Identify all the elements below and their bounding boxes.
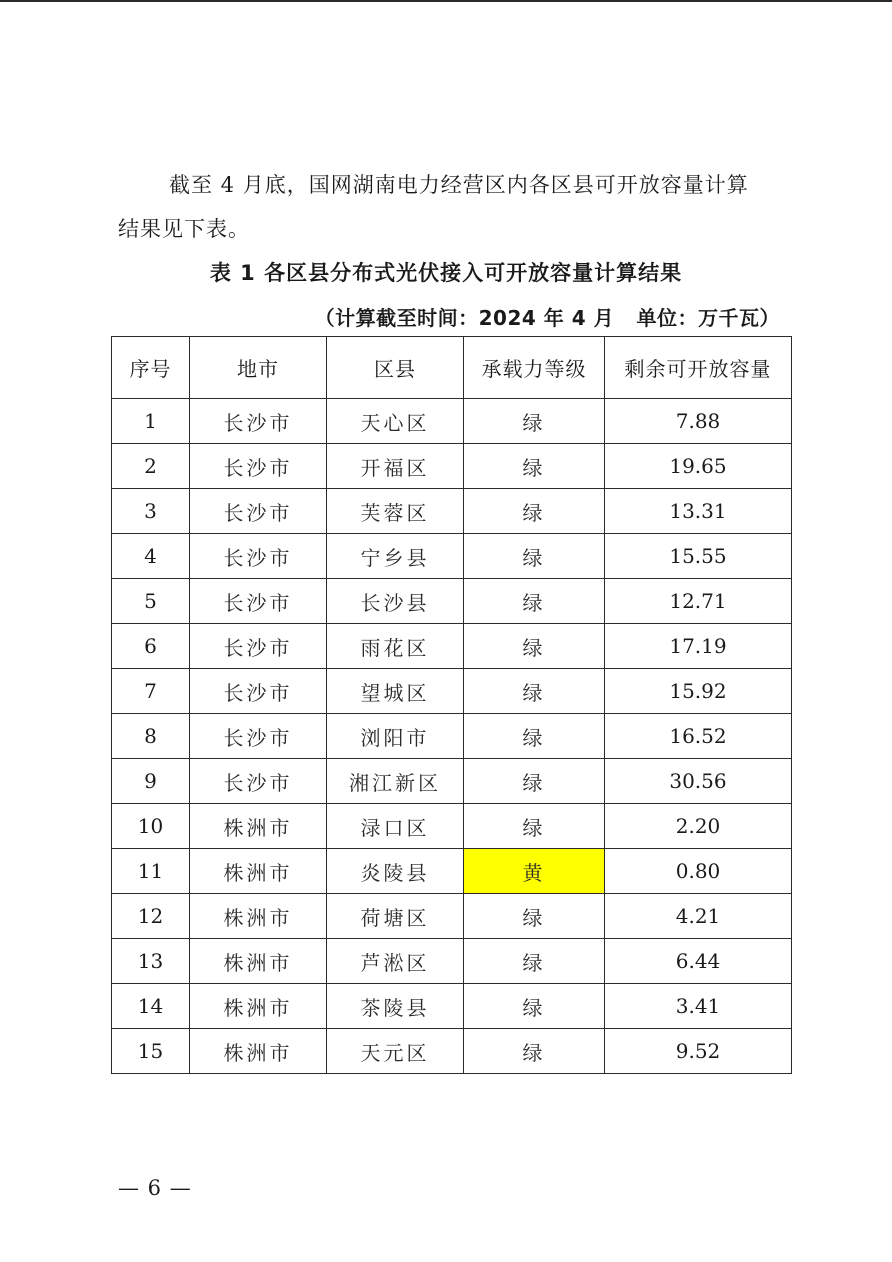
cell-county: 浏阳市 bbox=[327, 714, 464, 759]
cell-city: 长沙市 bbox=[190, 534, 327, 579]
cell-level: 绿 bbox=[464, 939, 605, 984]
cell-city: 株洲市 bbox=[190, 1029, 327, 1074]
cell-capacity: 12.71 bbox=[605, 579, 792, 624]
cell-county: 宁乡县 bbox=[327, 534, 464, 579]
cell-capacity: 15.92 bbox=[605, 669, 792, 714]
cell-index: 5 bbox=[112, 579, 190, 624]
cell-city: 株洲市 bbox=[190, 939, 327, 984]
table-row bbox=[112, 444, 792, 489]
top-border-line bbox=[0, 0, 892, 2]
cell-capacity: 16.52 bbox=[605, 714, 792, 759]
capacity-table bbox=[111, 336, 792, 1074]
cell-city: 株洲市 bbox=[190, 894, 327, 939]
intro-line-1: 截至 4 月底，国网湖南电力经营区内各区县可开放容量计算 bbox=[169, 173, 749, 197]
cell-index: 12 bbox=[112, 894, 190, 939]
cell-index: 11 bbox=[112, 849, 190, 894]
cell-county: 长沙县 bbox=[327, 579, 464, 624]
table-header-row bbox=[112, 337, 792, 399]
cell-level: 绿 bbox=[464, 444, 605, 489]
cell-index: 13 bbox=[112, 939, 190, 984]
cell-county: 茶陵县 bbox=[327, 984, 464, 1029]
cell-level: 绿 bbox=[464, 1029, 605, 1074]
cell-level-highlighted: 黄 bbox=[464, 849, 605, 894]
cell-index: 7 bbox=[112, 669, 190, 714]
cell-capacity: 6.44 bbox=[605, 939, 792, 984]
cell-city: 长沙市 bbox=[190, 399, 327, 444]
table-row bbox=[112, 714, 792, 759]
cell-capacity: 7.88 bbox=[605, 399, 792, 444]
cell-capacity: 13.31 bbox=[605, 489, 792, 534]
cell-capacity: 30.56 bbox=[605, 759, 792, 804]
cell-county: 天元区 bbox=[327, 1029, 464, 1074]
cell-index: 6 bbox=[112, 624, 190, 669]
header-capacity: 剩余可开放容量 bbox=[605, 337, 792, 399]
cell-level: 绿 bbox=[464, 624, 605, 669]
cell-level: 绿 bbox=[464, 894, 605, 939]
table-row bbox=[112, 399, 792, 444]
cell-index: 14 bbox=[112, 984, 190, 1029]
intro-line-2: 结果见下表。 bbox=[118, 217, 250, 241]
cell-capacity: 4.21 bbox=[605, 894, 792, 939]
cell-county: 望城区 bbox=[327, 669, 464, 714]
table-row bbox=[112, 939, 792, 984]
cell-county: 雨花区 bbox=[327, 624, 464, 669]
cell-county: 荷塘区 bbox=[327, 894, 464, 939]
cell-level: 绿 bbox=[464, 669, 605, 714]
cell-level: 绿 bbox=[464, 984, 605, 1029]
cell-county: 天心区 bbox=[327, 399, 464, 444]
cell-city: 长沙市 bbox=[190, 669, 327, 714]
cell-county: 炎陵县 bbox=[327, 849, 464, 894]
table-row bbox=[112, 804, 792, 849]
cell-city: 株洲市 bbox=[190, 984, 327, 1029]
header-county: 区县 bbox=[327, 337, 464, 399]
table-row bbox=[112, 489, 792, 534]
cell-city: 株洲市 bbox=[190, 804, 327, 849]
cell-city: 长沙市 bbox=[190, 714, 327, 759]
cell-capacity: 0.80 bbox=[605, 849, 792, 894]
header-city: 地市 bbox=[190, 337, 327, 399]
table-row bbox=[112, 624, 792, 669]
table-row bbox=[112, 849, 792, 894]
cell-level: 绿 bbox=[464, 489, 605, 534]
cell-capacity: 3.41 bbox=[605, 984, 792, 1029]
cell-county: 渌口区 bbox=[327, 804, 464, 849]
cell-capacity: 19.65 bbox=[605, 444, 792, 489]
table-row bbox=[112, 1029, 792, 1074]
cell-city: 长沙市 bbox=[190, 579, 327, 624]
cell-index: 3 bbox=[112, 489, 190, 534]
cell-index: 2 bbox=[112, 444, 190, 489]
table-row bbox=[112, 669, 792, 714]
table-row bbox=[112, 534, 792, 579]
page-number: — 6 — bbox=[118, 1176, 192, 1200]
cell-level: 绿 bbox=[464, 714, 605, 759]
cell-county: 开福区 bbox=[327, 444, 464, 489]
header-index: 序号 bbox=[112, 337, 190, 399]
cell-index: 10 bbox=[112, 804, 190, 849]
cell-level: 绿 bbox=[464, 579, 605, 624]
cell-city: 长沙市 bbox=[190, 759, 327, 804]
cell-city: 长沙市 bbox=[190, 624, 327, 669]
table-row bbox=[112, 984, 792, 1029]
cell-index: 1 bbox=[112, 399, 190, 444]
cell-city: 长沙市 bbox=[190, 444, 327, 489]
cell-level: 绿 bbox=[464, 534, 605, 579]
cell-level: 绿 bbox=[464, 399, 605, 444]
cell-level: 绿 bbox=[464, 804, 605, 849]
cell-capacity: 2.20 bbox=[605, 804, 792, 849]
header-level: 承载力等级 bbox=[464, 337, 605, 399]
cell-county: 湘江新区 bbox=[327, 759, 464, 804]
cell-level: 绿 bbox=[464, 759, 605, 804]
table-title: 表 1 各区县分布式光伏接入可开放容量计算结果 bbox=[209, 261, 683, 285]
table-subtitle: （计算截至时间：2024 年 4 月 单位：万千瓦） bbox=[314, 306, 780, 330]
cell-county: 芦淞区 bbox=[327, 939, 464, 984]
table-row bbox=[112, 579, 792, 624]
cell-index: 9 bbox=[112, 759, 190, 804]
cell-index: 4 bbox=[112, 534, 190, 579]
cell-capacity: 15.55 bbox=[605, 534, 792, 579]
table-row bbox=[112, 759, 792, 804]
cell-city: 株洲市 bbox=[190, 849, 327, 894]
cell-city: 长沙市 bbox=[190, 489, 327, 534]
intro-paragraph bbox=[118, 163, 788, 251]
cell-capacity: 9.52 bbox=[605, 1029, 792, 1074]
table-row bbox=[112, 894, 792, 939]
cell-county: 芙蓉区 bbox=[327, 489, 464, 534]
cell-index: 15 bbox=[112, 1029, 190, 1074]
cell-capacity: 17.19 bbox=[605, 624, 792, 669]
cell-index: 8 bbox=[112, 714, 190, 759]
